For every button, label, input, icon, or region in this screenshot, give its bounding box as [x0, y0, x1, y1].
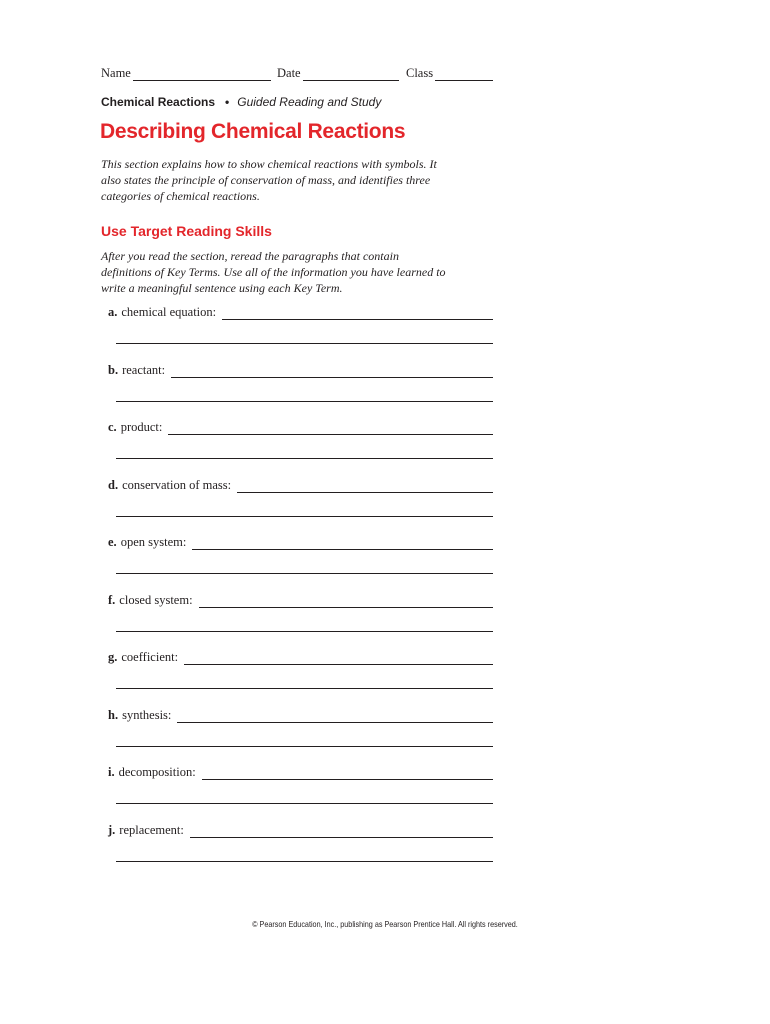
answer-line[interactable] — [190, 824, 493, 838]
term-letter: e. — [108, 535, 117, 549]
class-blank-line[interactable] — [435, 67, 493, 81]
copyright-footer: © Pearson Education, Inc., publishing as Pearson Prentice Hall. All rights reserved. — [252, 919, 518, 929]
answer-line[interactable] — [237, 479, 493, 493]
term-row — [108, 478, 493, 493]
chapter-subhead — [101, 95, 381, 109]
answer-line-continued[interactable] — [116, 631, 493, 632]
intro-paragraph: This section explains how to show chemical reactions with symbols. It also states the principle of conservation of mass, and identifies three categories of chemical reactions. — [101, 157, 437, 203]
term-row — [108, 363, 493, 378]
answer-line-continued[interactable] — [116, 458, 493, 459]
date-blank-line[interactable] — [303, 67, 399, 81]
term-label: synthesis: — [122, 707, 172, 722]
term-row — [108, 765, 493, 780]
class-label: Class — [406, 66, 434, 80]
term-row — [108, 305, 493, 320]
student-info-header — [101, 66, 493, 82]
answer-line[interactable] — [177, 709, 493, 723]
term-letter: f. — [108, 592, 116, 607]
term-letter: d. — [108, 477, 119, 492]
page-title: Describing Chemical Reactions — [100, 120, 406, 143]
term-row — [108, 535, 493, 550]
term-letter: h. — [108, 707, 119, 722]
term-item — [0, 593, 770, 643]
section-instructions: After you read the section, reread the paragraphs that contain definitions of Key Terms. Use all of the information you have learned to write a meaningful sentence using each Key Term. — [101, 249, 446, 295]
answer-line[interactable] — [222, 306, 493, 320]
answer-line[interactable] — [168, 421, 493, 435]
term-label: product: — [120, 420, 163, 434]
term-label: chemical equation: — [121, 305, 217, 319]
term-item — [0, 650, 770, 700]
answer-line-continued[interactable] — [116, 803, 493, 804]
answer-line-continued[interactable] — [116, 861, 493, 862]
date-field[interactable] — [277, 66, 399, 81]
term-row — [108, 708, 493, 723]
term-label: open system: — [120, 535, 187, 549]
term-label: reactant: — [122, 362, 166, 377]
section-heading: Use Target Reading Skills — [101, 223, 272, 239]
answer-line-continued[interactable] — [116, 516, 493, 517]
series-name: Guided Reading and Study — [237, 95, 382, 109]
term-label: decomposition: — [118, 765, 196, 779]
term-letter: g. — [108, 650, 118, 664]
answer-line[interactable] — [184, 651, 493, 665]
term-label: closed system: — [119, 592, 193, 607]
term-row — [108, 420, 493, 435]
answer-line-continued[interactable] — [116, 688, 493, 689]
answer-line[interactable] — [202, 766, 493, 780]
term-row — [108, 823, 493, 838]
term-letter: b. — [108, 362, 119, 377]
term-item — [0, 535, 770, 585]
term-item — [0, 823, 770, 873]
term-item — [0, 765, 770, 815]
term-letter: j. — [108, 822, 116, 837]
answer-line-continued[interactable] — [116, 573, 493, 574]
date-label: Date — [277, 66, 301, 80]
chapter-name: Chemical Reactions — [101, 95, 216, 109]
bullet-separator: • — [225, 95, 230, 109]
name-field[interactable] — [101, 66, 271, 81]
term-label: replacement: — [119, 822, 184, 837]
term-item — [0, 420, 770, 470]
term-letter: i. — [108, 765, 115, 779]
term-label: conservation of mass: — [122, 477, 232, 492]
name-blank-line[interactable] — [133, 67, 271, 81]
term-item — [0, 305, 770, 355]
term-row — [108, 650, 493, 665]
term-letter: c. — [108, 420, 117, 434]
term-item — [0, 478, 770, 528]
term-letter: a. — [108, 305, 118, 319]
term-item — [0, 708, 770, 758]
answer-line[interactable] — [192, 536, 493, 550]
answer-line[interactable] — [171, 364, 493, 378]
class-field[interactable] — [406, 66, 493, 81]
term-item — [0, 363, 770, 413]
answer-line-continued[interactable] — [116, 746, 493, 747]
answer-line-continued[interactable] — [116, 401, 493, 402]
answer-line[interactable] — [199, 594, 493, 608]
term-row — [108, 593, 493, 608]
term-label: coefficient: — [121, 650, 179, 664]
answer-line-continued[interactable] — [116, 343, 493, 344]
name-label: Name — [101, 66, 131, 80]
